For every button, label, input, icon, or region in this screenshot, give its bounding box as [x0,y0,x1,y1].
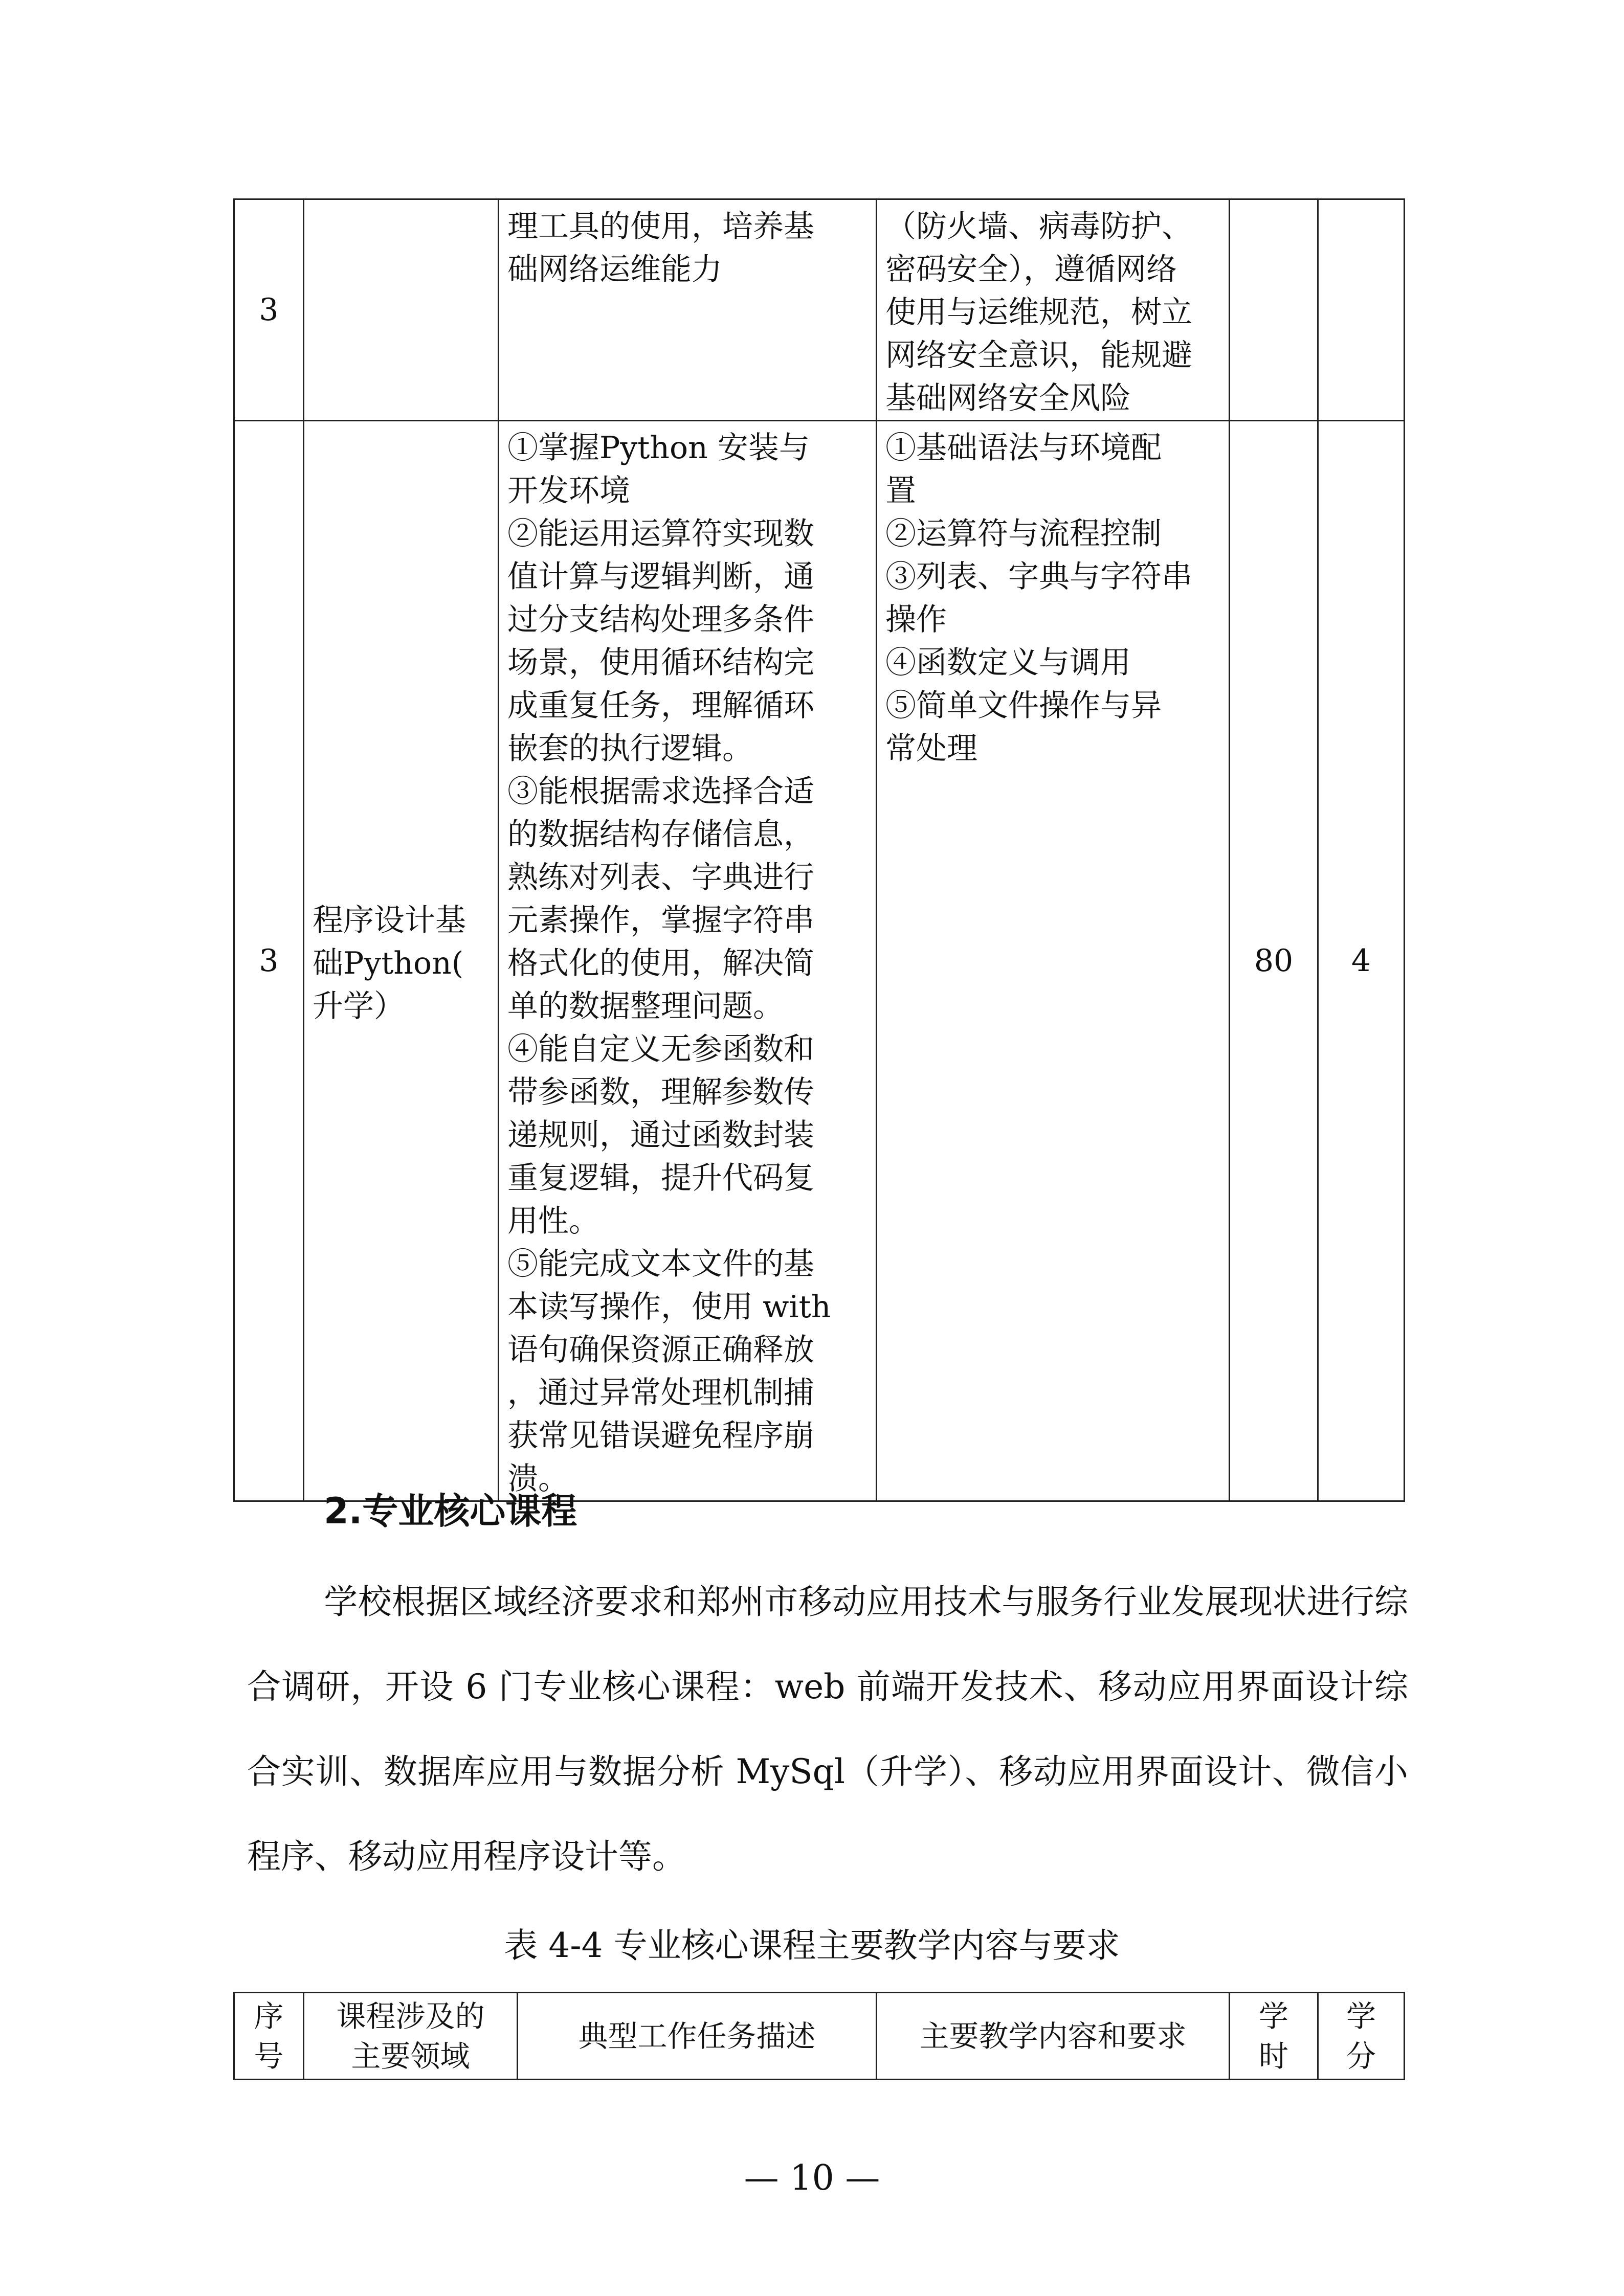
row-task: ①掌握Python 安装与 开发环境 ②能运用运算符实现数 值计算与逻辑判断，通 过分支结构处理多条件 场景，使用循环结构完 成重复任务，理解循环 嵌套的执行逻辑。 ③能根据需求选择合适 的数据结构存储信息， 熟练对列表、字典进行 元素操作，掌握字符串 格式化的使用，解决简 单的数据整理问题。 ④能自定义无参函数和 带参函数，理解参数传 递规则，通过函数封装 重复逻辑，提升代码复 用性。 ⑤能完成文本文件的基 本读写操作，使用 with 语句确保资源正确释放 ，通过异常处理机制捕 获常见错误避免程序崩 溃。 [499,421,877,1501]
row-domain [304,199,499,421]
row-index: 3 [234,199,304,421]
row-hours [1230,199,1318,421]
row-hours: 80 [1230,421,1318,1501]
core-course-table [233,1992,1405,2080]
header-content: 主要教学内容和要求 [877,1993,1230,2080]
paragraph-text: 学校根据区域经济要求和郑州市移动应用技术与服务行业发展现状进行综合调研，开设 6 门专业核心课程：web 前端开发技术、移动应用界面设计综合实训、数据库应用与数据分析 MySql（升学）、移动应用界面设计、微信小程序、移动应用程序设计等。 [247,1582,1408,1876]
row-index: 3 [234,421,304,1501]
row-domain: 程序设计基 础Python( 升学） [304,421,499,1501]
header-task: 典型工作任务描述 [518,1993,877,2080]
section-heading: 2.专业核心课程 [324,1490,577,1532]
page-number: — 10 — [744,2158,880,2198]
header-hours: 学 时 [1230,1993,1318,2080]
table-caption: 表 4-4 专业核心课程主要教学内容与要求 [504,1926,1120,1965]
header-domain: 课程涉及的 主要领域 [304,1993,518,2080]
table-row [234,199,1405,421]
table-row [234,421,1405,1501]
row-content: ①基础语法与环境配 置 ②运算符与流程控制 ③列表、字典与字符串 操作 ④函数定义与调用 ⑤简单文件操作与异 常处理 [877,421,1230,1501]
table-header-row [234,1993,1405,2080]
row-content: （防火墙、病毒防护、 密码安全），遵循网络 使用与运维规范，树立 网络安全意识，能规避 基础网络安全风险 [877,199,1230,421]
header-index: 序 号 [234,1993,304,2080]
section-paragraph [247,1560,1408,1899]
row-credits: 4 [1318,421,1405,1501]
course-table-continued [233,198,1405,1502]
row-credits [1318,199,1405,421]
row-task: 理工具的使用，培养基 础网络运维能力 [499,199,877,421]
header-credits: 学 分 [1318,1993,1405,2080]
